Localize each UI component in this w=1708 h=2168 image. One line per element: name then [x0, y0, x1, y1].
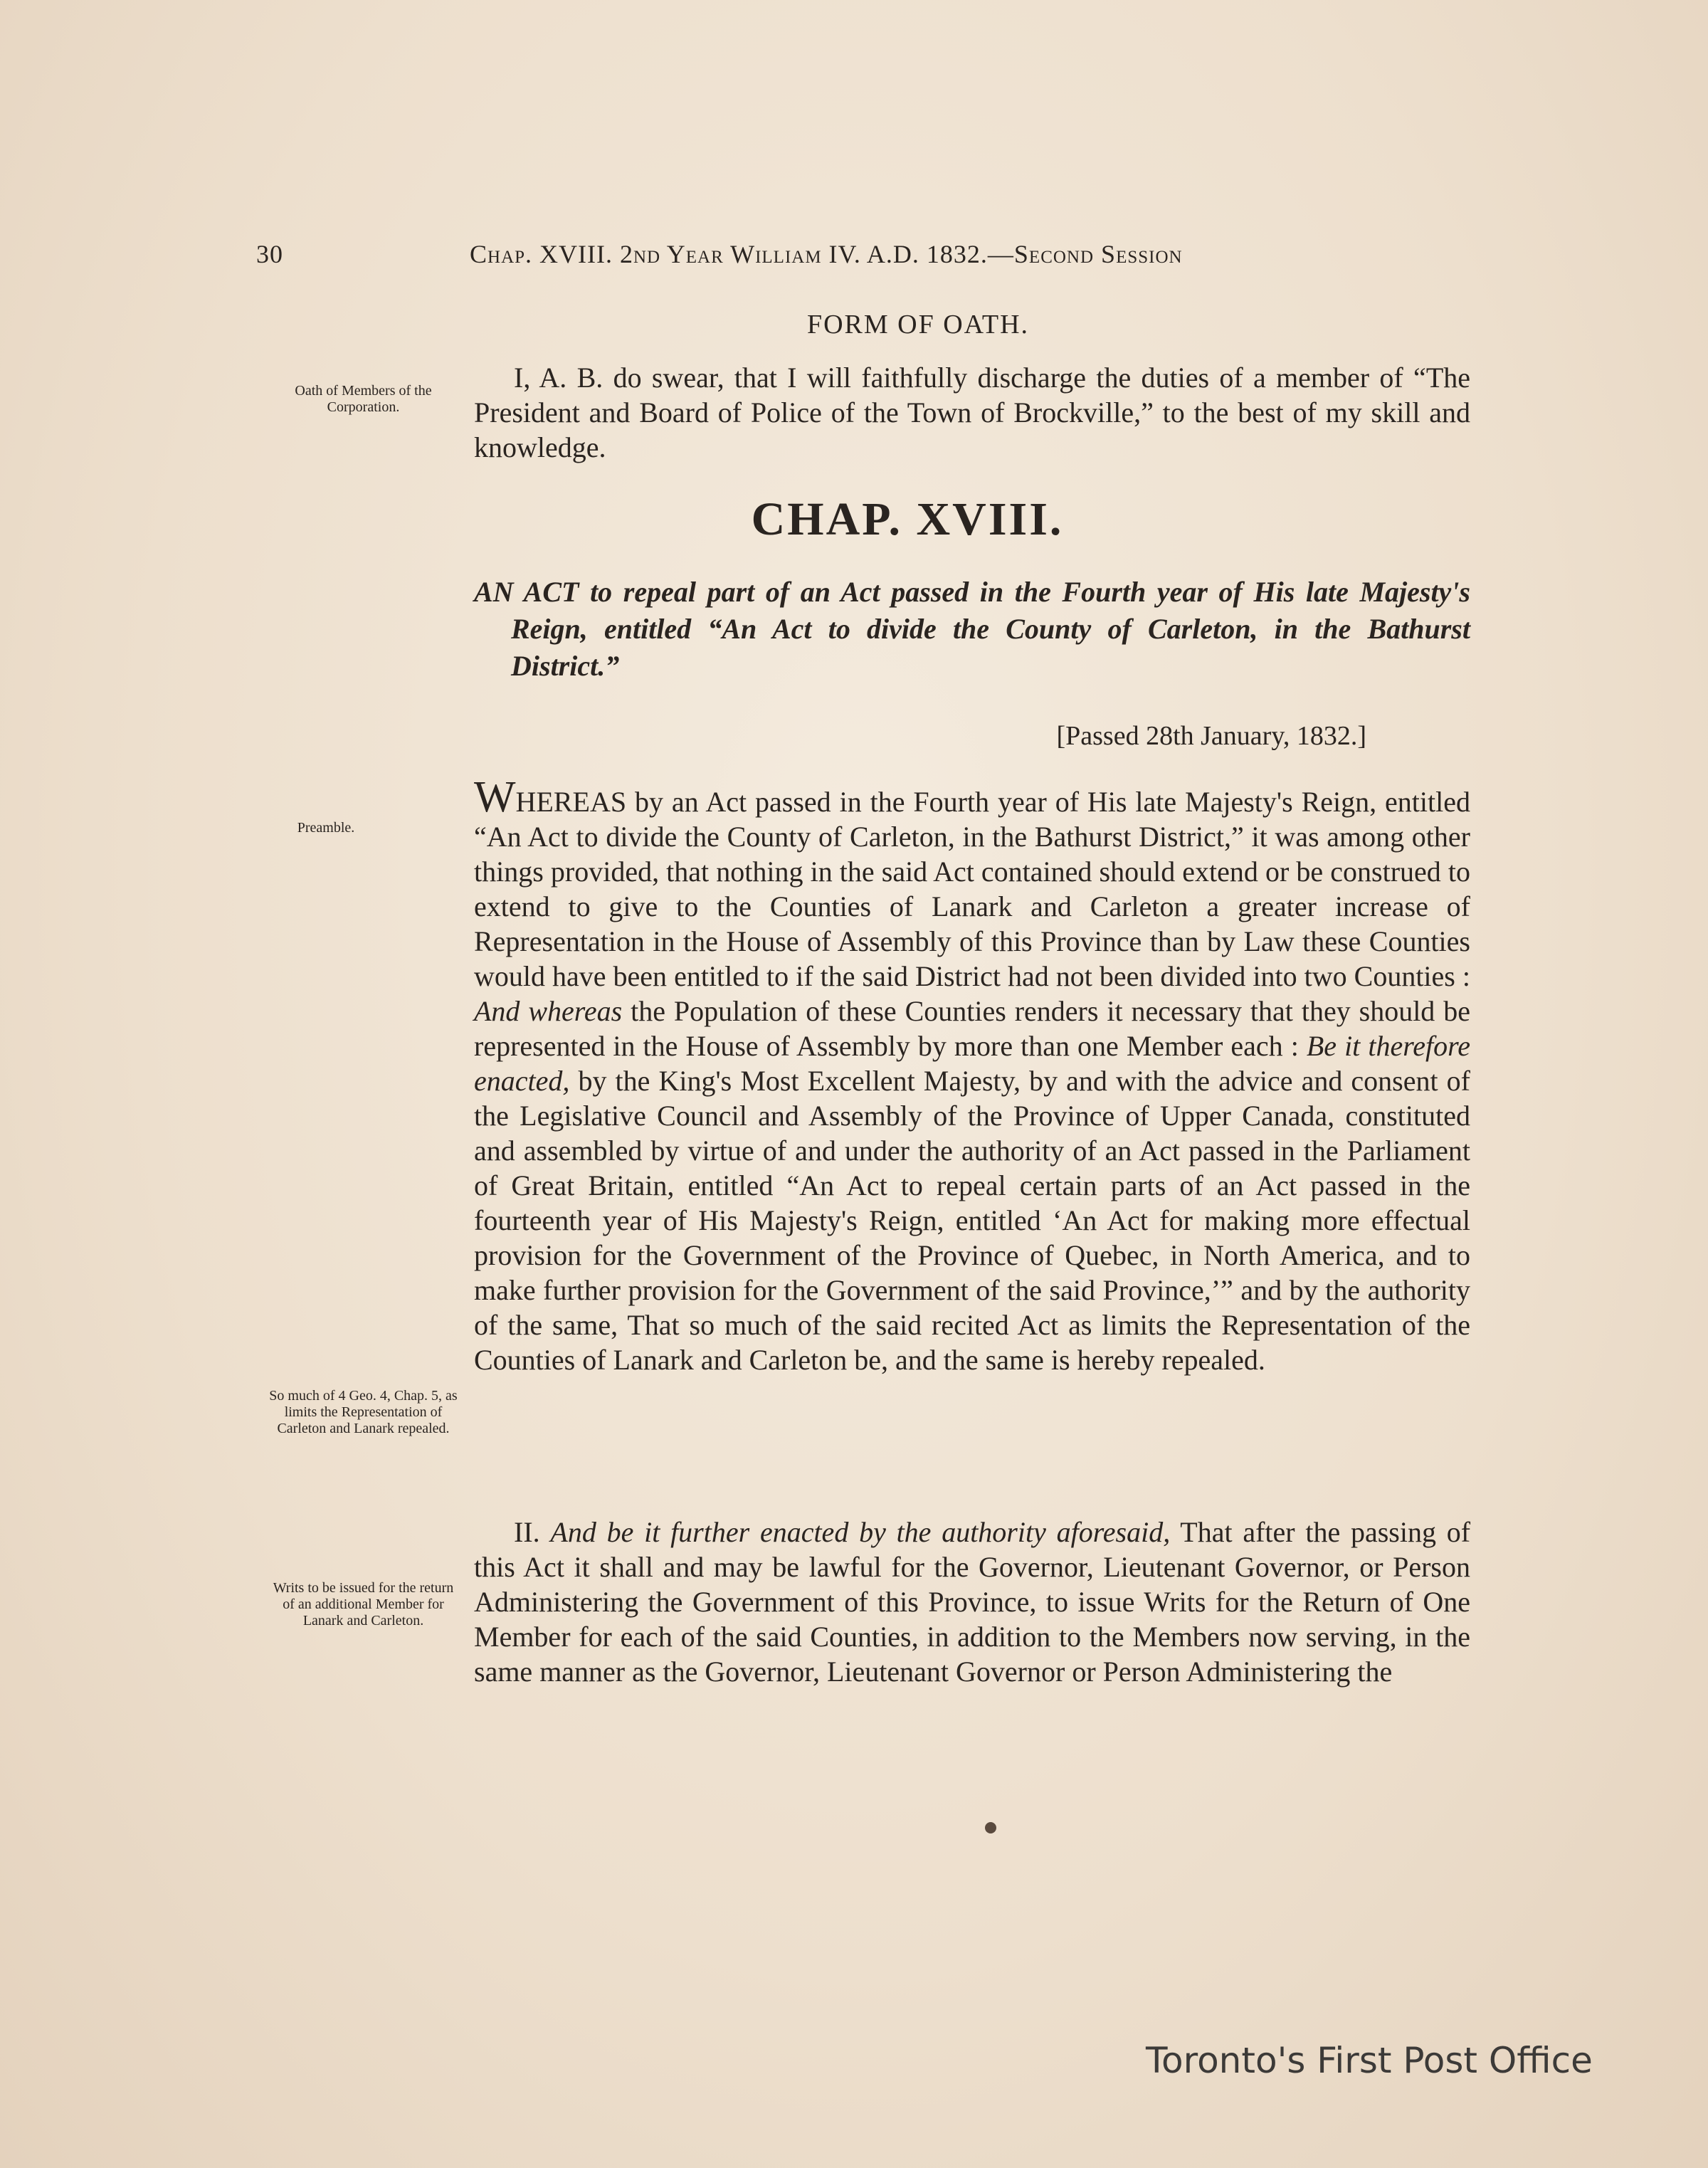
oath-title: FORM OF OATH. — [806, 310, 1030, 340]
margin-note-repeal: So much of 4 Geo. 4, Chap. 5, as limits the Representation of Carleton and Lanark repealed. — [269, 1388, 458, 1436]
section-2-text: That after the passing of this Act it shall and may be lawful for the Governor, Lieutenant Governor, or Person Administering the Government of this Province, to issue Writs for the Return of One Member for each of the said Counties, in addition to the Members now serving, in the same manner as the Governor, Lieutenant Governor or Person Administering the — [474, 1516, 1471, 1688]
lead-caps: HEREAS — [515, 786, 627, 818]
preamble-italic-1: And whereas — [474, 995, 623, 1027]
passed-date: [Passed 28th January, 1832.] — [1056, 721, 1366, 751]
margin-note-oath: Oath of Members of the Corporation. — [295, 383, 432, 415]
watermark-text: Toronto's First Post Office — [1146, 2040, 1593, 2081]
running-header — [256, 239, 1430, 282]
preamble-text-1: by an Act passed in the Fourth year of His late Majesty's Reign, entitled “An Act to divide the County of Carleton, in the Bathurst District,” it was among other things provided, that nothing in the said Act contained should extend or be construed to extend to give to the Counties of Lanark and Carleton a greater increase of Representation in the House of Assembly of this Province than by Law these Counties would have been entitled to if the said District had not been divided into two Counties : — [474, 786, 1470, 992]
margin-note-preamble: Preamble. — [297, 820, 355, 836]
preamble-italic-2: Be it therefore enacted, — [474, 1030, 1470, 1097]
chapter-title: CHAP. XVIII. — [751, 493, 1064, 545]
preamble-text-3: by the King's Most Excellent Majesty, by and with the advice and consent of the Legislative Council and Assembly of the Province of Upper Canada, constituted and assembled by virtue of and under the authority of an Act passed in the Parliament of Great Britain, entitled “An Act to repeal certain parts of an Act passed in the fourteenth year of His Majesty's Reign, entitled ‘An Act for making more effectual provision for the Government of the Province of Quebec, in North America, and to make further provision for the Government of the said Province,’” and by the authority of the same, That so much of the said recited Act as limits the Representation of the Counties of Lanark and Carleton be, and the same is hereby repealed. — [474, 1065, 1470, 1376]
printer-ornament-dot — [985, 1822, 996, 1833]
act-title: AN ACT to repeal part of an Act passed in the Fourth year of His late Majesty's Reign, entitled “An Act to divide the County of Carleton, in the Bathurst District.” — [474, 576, 1470, 682]
section-2-italic: And be it further enacted by the authority aforesaid, — [550, 1516, 1171, 1548]
running-title: Chap. XVIII. 2nd Year William IV. A.D. 1832.—Second Session — [470, 240, 1183, 268]
margin-note-writs: Writs to be issued for the return of an additional Member for Lanark and Carleton. — [273, 1580, 454, 1628]
oath-paragraph: I, A. B. do swear, that I will faithfully discharge the duties of a member of “The President and Board of Police of the Town of Brockville,” to the best of my skill and knowledge. — [474, 362, 1470, 463]
section-numeral: II. — [514, 1516, 551, 1548]
preamble-paragraph — [474, 773, 1470, 1377]
preamble-text-2: the Population of these Counties renders it necessary that they should be represented in the House of Assembly by more than one Member each : — [474, 995, 1470, 1062]
section-2-paragraph — [474, 1515, 1470, 1689]
page-number: 30 — [256, 240, 283, 268]
drop-cap: W — [474, 773, 516, 821]
